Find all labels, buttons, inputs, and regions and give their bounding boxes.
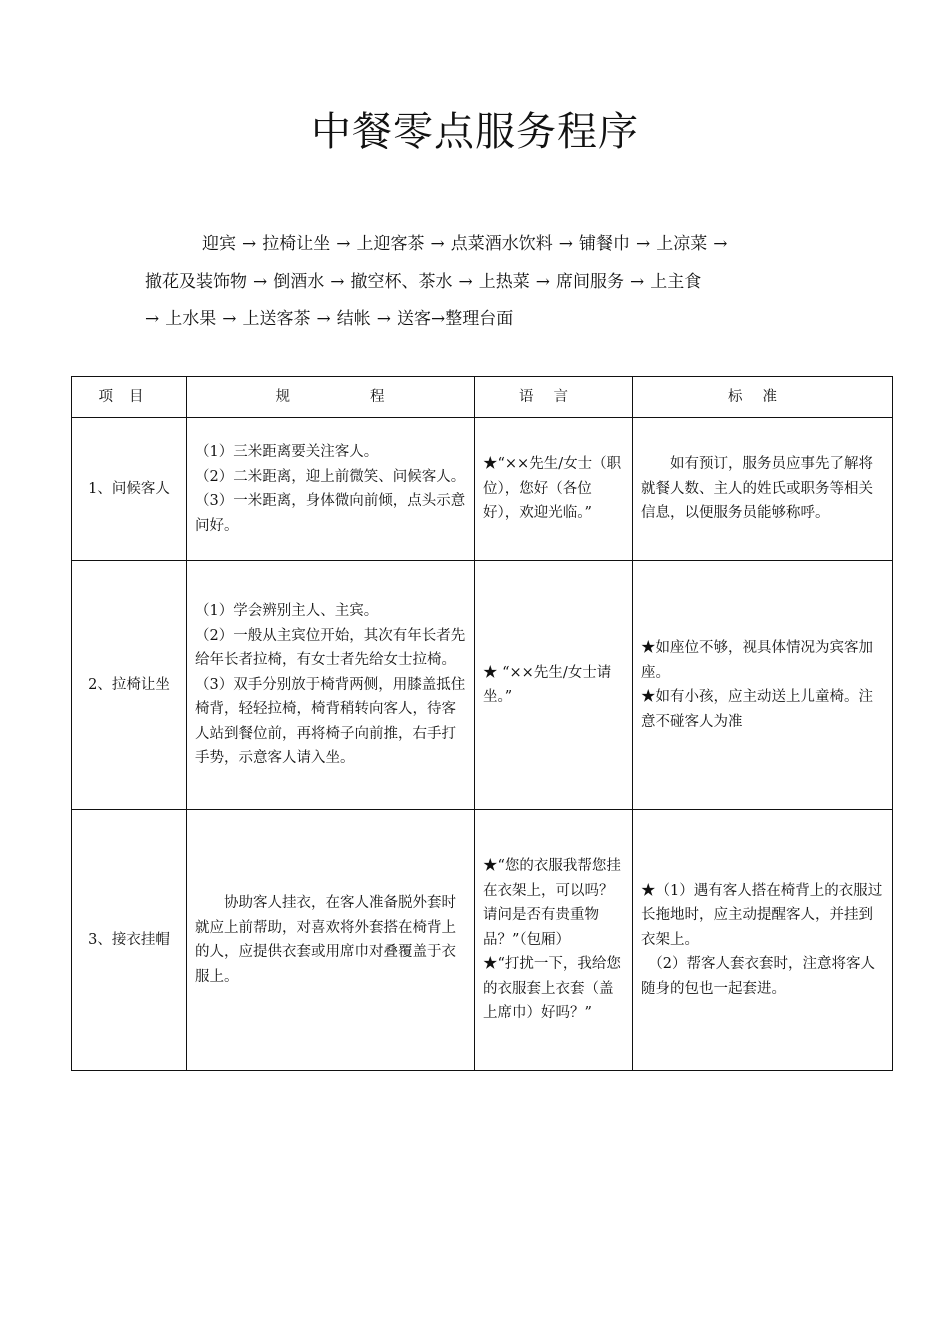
rule-line: （1）三米距离要关注客人。: [195, 444, 379, 460]
header-standard: 标准: [633, 377, 893, 418]
flow-step: 撤花及装饰物: [145, 272, 247, 292]
flow-step: 席间服务: [556, 272, 624, 292]
flow-step: 上送客茶: [242, 309, 311, 329]
row-standard: [633, 810, 893, 1071]
arrow-icon: →: [336, 234, 351, 254]
row-item: 2、拉椅让坐: [72, 561, 187, 810]
language-line: ★ “××先生/女士请坐。”: [483, 664, 612, 705]
arrow-icon: →: [316, 309, 331, 329]
row-language: [475, 561, 633, 810]
table-header-row: [72, 377, 893, 418]
row-item: 1、问候客人: [72, 418, 187, 561]
header-rules: 规程: [187, 377, 475, 418]
flow-step: 上热菜: [478, 272, 530, 292]
rule-line: （3）双手分别放于椅背两侧，用膝盖抵住椅背，轻轻拉椅，椅背稍转向客人，待客人站到餐位前，再将椅子向前推，右手打手势，示意客人请入坐。: [195, 676, 466, 767]
standard-line: ★（1）遇有客人搭在椅背上的衣服过长拖地时，应主动提醒客人，并挂到衣架上。: [641, 882, 883, 948]
table-row: [72, 810, 893, 1071]
arrow-icon: →: [376, 309, 391, 329]
flow-step: 上水果: [165, 309, 217, 329]
flow-step: 拉椅让坐: [262, 234, 331, 254]
table-row: [72, 561, 893, 810]
flow-line-2: [145, 270, 701, 294]
flow-step: 倒酒水: [273, 272, 325, 292]
flow-step: 上凉菜: [656, 234, 708, 254]
row-rules: [187, 418, 475, 561]
procedure-table: [71, 376, 893, 1071]
arrow-icon: →: [431, 309, 446, 329]
arrow-icon: →: [636, 234, 651, 254]
row-item: 3、接衣挂帽: [72, 810, 187, 1071]
header-item: 项目: [72, 377, 187, 418]
flow-step: 结帐: [336, 309, 371, 329]
flow-step: 点菜酒水饮料: [450, 234, 553, 254]
flow-step: 整理台面: [445, 309, 514, 329]
arrow-icon: →: [630, 272, 645, 292]
standard-line: 如有预订，服务员应事先了解将就餐人数、主人的姓氏或职务等相关信息，以便服务员能够称呼。: [641, 456, 873, 522]
flow-step: 送客: [397, 309, 431, 329]
rule-line: （2）一般从主宾位开始，其次有年长者先给年长者拉椅，有女士者先给女士拉椅。: [195, 627, 466, 669]
rule-line: 协助客人挂衣，在客人准备脱外套时就应上前帮助，对喜欢将外套搭在椅背上的人，应提供衣套或用席巾对叠覆盖于衣服上。: [195, 895, 456, 985]
header-language: 语言: [475, 377, 633, 418]
arrow-icon: →: [253, 272, 268, 292]
rule-line: （1）学会辨别主人、主宾。: [195, 603, 379, 620]
standard-line: ★如有小孩，应主动送上儿童椅。注意不碰客人为准: [641, 689, 873, 730]
flow-step: 上主食: [650, 272, 702, 292]
standard-line: （2）帮客人套衣套时，注意将客人随身的包也一起套进。: [641, 956, 875, 997]
flow-line-1: [202, 232, 734, 256]
row-rules: [187, 561, 475, 810]
table-row: [72, 418, 893, 561]
row-rules: [187, 810, 475, 1071]
row-language: [475, 810, 633, 1071]
flow-step: 撤空杯、茶水: [350, 272, 453, 292]
language-line: ★“打扰一下，我给您的衣服套上衣套（盖上席巾）好吗？”: [483, 956, 621, 1022]
arrow-icon: →: [430, 234, 445, 254]
rule-line: （2）二米距离，迎上前微笑、问候客人。: [195, 468, 466, 485]
arrow-icon: →: [242, 234, 257, 254]
flow-step: 迎宾: [202, 234, 236, 254]
arrow-icon: →: [558, 234, 573, 254]
arrow-icon: →: [458, 272, 473, 292]
arrow-icon: →: [535, 272, 550, 292]
flow-step: 上迎客茶: [356, 234, 425, 254]
page-title: 中餐零点服务程序: [311, 109, 639, 155]
arrow-icon: →: [330, 272, 345, 292]
arrow-icon: →: [222, 309, 237, 329]
language-line: ★“××先生/女士（职位），您好（各位好），欢迎光临。”: [483, 456, 622, 522]
arrow-icon: →: [145, 309, 160, 329]
row-standard: [633, 418, 893, 561]
rule-line: （3）一米距离，身体微向前倾，点头示意问好。: [195, 493, 466, 534]
flow-step: 铺餐巾: [579, 234, 630, 254]
arrow-icon: →: [713, 234, 728, 254]
standard-line: ★如座位不够，视具体情况为宾客加座。: [641, 640, 873, 681]
row-language: [475, 418, 633, 561]
row-standard: [633, 561, 893, 810]
flow-line-3: [145, 307, 513, 331]
language-line: ★“您的衣服我帮您挂在衣架上，可以吗？请问是否有贵重物品？”（包厢）: [483, 858, 621, 948]
